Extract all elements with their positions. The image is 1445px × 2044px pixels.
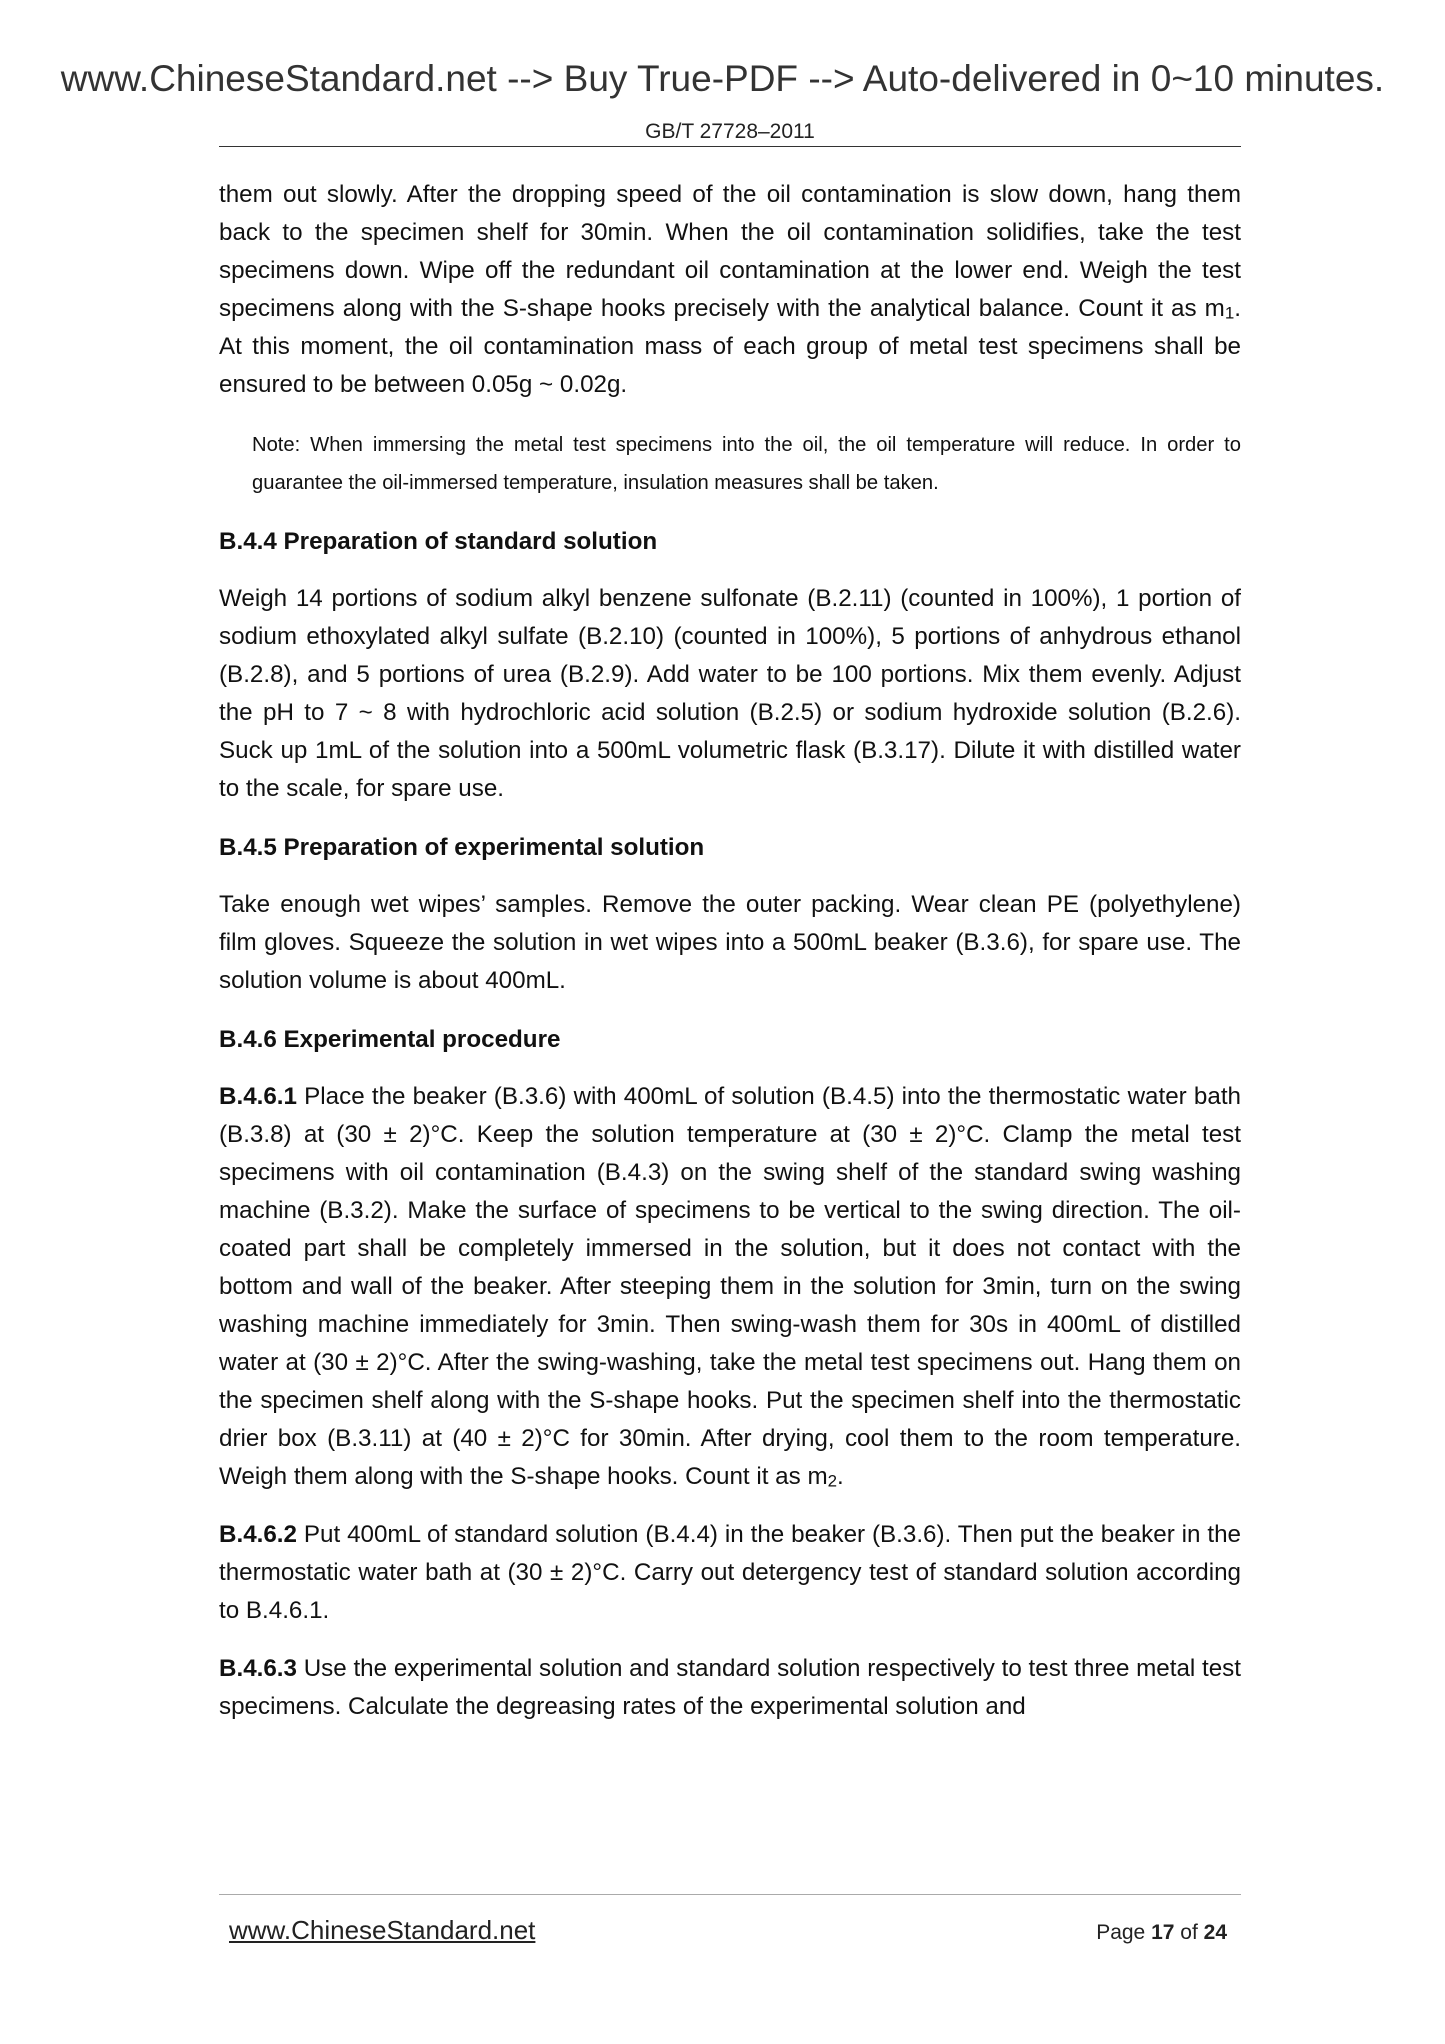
heading-b46: B.4.6 Experimental procedure <box>219 1026 561 1053</box>
paragraph-b45: Take enough wet wipes’ samples. Remove the outer packing. Wear clean PE (polyethylene) film gloves. Squeeze the solution in wet wipes into a 500mL beaker (B.3.6), for spare use. The solution volume is about 400mL. <box>219 891 1241 994</box>
page-total: 24 <box>1203 1921 1227 1944</box>
clause-b461 <box>219 1078 1241 1496</box>
clause-text: . <box>837 1463 844 1490</box>
subscript: 2 <box>827 1471 838 1491</box>
paragraph-text: . At this moment, the oil contamination mass of each group of metal test specimens shall be ensured to be between 0.05g ~ 0.02g. <box>219 295 1241 398</box>
page-word: Page <box>1096 1921 1146 1944</box>
footer-rule <box>219 1894 1241 1895</box>
header-rule <box>219 146 1241 147</box>
footer-website-link[interactable]: www.ChineseStandard.net <box>229 1915 536 1945</box>
page-body <box>219 176 1241 1726</box>
site-banner: www.ChineseStandard.net --> Buy True-PDF --> Auto-delivered in 0~10 minutes. <box>60 58 1385 99</box>
heading-b44: B.4.4 Preparation of standard solution <box>219 528 658 555</box>
paragraph-b44: Weigh 14 portions of sodium alkyl benzene sulfonate (B.2.11) (counted in 100%), 1 portion of sodium ethoxylated alkyl sulfate (B.2.10) (counted in 100%), 5 portions of anhydrous ethanol (B.2.8), and 5 portions of urea (B.2.9). Add water to be 100 portions. Mix them evenly. Adjust the pH to 7 ~ 8 with hydrochloric acid solution (B.2.5) or sodium hydroxide solution (B.2.6). Suck up 1mL of the solution into a 500mL volumetric flask (B.3.17). Dilute it with distilled water to the scale, for spare use. <box>219 585 1241 802</box>
heading-b45: B.4.5 Preparation of experimental solution <box>219 834 705 861</box>
note: Note: When immersing the metal test specimens into the oil, the oil temperature will reduce. In order to guarantee the oil-immersed temperature, insulation measures shall be taken. <box>252 434 1241 494</box>
paragraph-text: them out slowly. After the dropping speed of the oil contamination is slow down, hang them back to the specimen shelf for 30min. When the oil contamination solidifies, take the test specimens down. Wipe off the redundant oil contamination at the lower end. Weigh the test specimens along with the S-shape hooks precisely with the analytical balance. Count it as m <box>219 181 1241 322</box>
clause-text: Put 400mL of standard solution (B.4.4) in the beaker (B.3.6). Then put the beaker in the thermostatic water bath at (30 ± 2)°C. Carry out detergency test of standard solution according to B.4.6.1. <box>219 1521 1241 1624</box>
clause-number: B.4.6.3 <box>219 1655 297 1682</box>
clause-text: Place the beaker (B.3.6) with 400mL of solution (B.4.5) into the thermostatic water bath (B.3.8) at (30 ± 2)°C. Keep the solution temperature at (30 ± 2)°C. Clamp the metal test specimens with oil contamination (B.4.3) on the swing shelf of the standard swing washing machine (B.3.2). Make the surface of specimens to be vertical to the swing direction. The oil-coated part shall be completely immersed in the solution, but it does not contact with the bottom and wall of the beaker. After steeping them in the solution for 3min, turn on the swing washing machine immediately for 3min. Then swing-wash them for 30s in 400mL of distilled water at (30 ± 2)°C. After the swing-washing, take the metal test specimens out. Hang them on the specimen shelf along with the S-shape hooks. Put the specimen shelf into the thermostatic drier box (B.3.11) at (40 ± 2)°C for 30min. After drying, cool them to the room temperature. Weigh them along with the S-shape hooks. Count it as m <box>219 1083 1241 1490</box>
clause-number: B.4.6.2 <box>219 1521 297 1548</box>
page-of: of <box>1180 1921 1198 1944</box>
clause-b462 <box>219 1516 1241 1630</box>
page-number <box>1096 1921 1227 1945</box>
document-id: GB/T 27728–2011 <box>645 120 815 143</box>
page-current: 17 <box>1151 1921 1175 1944</box>
clause-b463 <box>219 1650 1241 1726</box>
clause-number: B.4.6.1 <box>219 1083 297 1110</box>
subscript: 1 <box>1224 303 1235 323</box>
paragraph-continued <box>219 176 1241 404</box>
clause-text: Use the experimental solution and standard solution respectively to test three metal test specimens. Calculate the degreasing rates of the experimental solution and <box>219 1655 1241 1720</box>
